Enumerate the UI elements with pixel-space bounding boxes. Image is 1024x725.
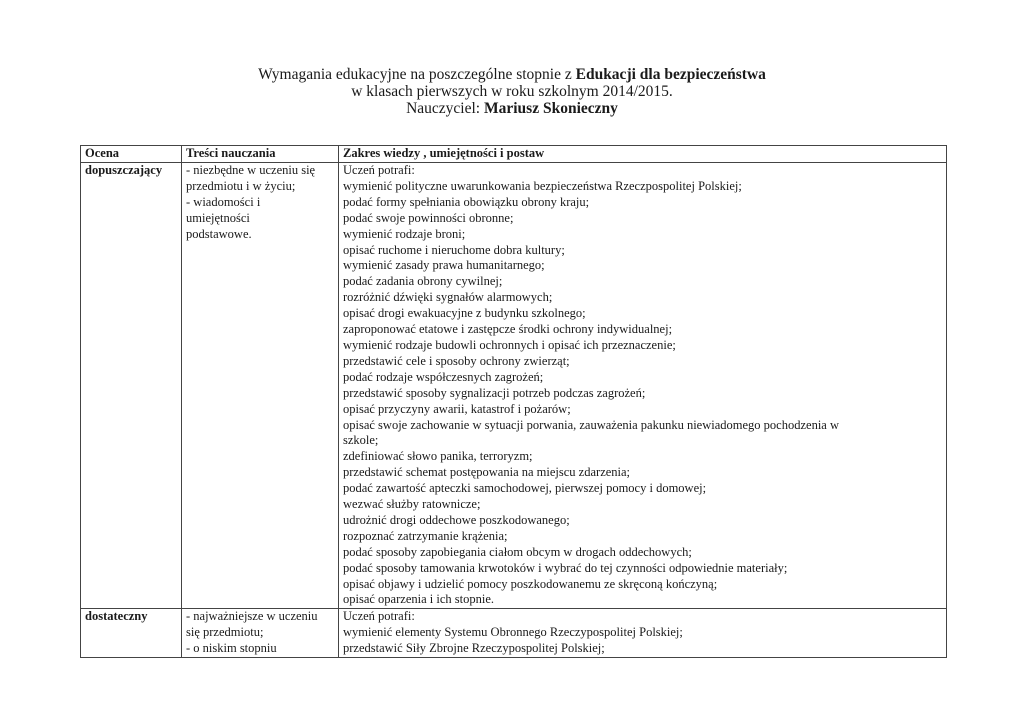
scope-line: zaproponować etatowe i zastępcze środki ochrony indywidualnej; — [343, 322, 673, 337]
table-row — [81, 163, 947, 609]
scope-line: Uczeń potrafi: — [343, 163, 415, 177]
scope-line: podać zadania obrony cywilnej; — [343, 274, 503, 289]
scope-line: podać rodzaje współczesnych zagrożeń; — [343, 369, 544, 384]
table-row — [81, 609, 947, 658]
title-line-2: w klasach pierwszych w roku szkolnym 2014/2015. — [351, 83, 673, 100]
scope-line: Uczeń potrafi: — [343, 609, 415, 624]
column-header-content: Treści nauczania — [182, 146, 339, 163]
scope-line: przedstawić Siły Zbrojne Rzeczypospolitej Polskiej; — [343, 641, 605, 656]
scope-line: wymienić zasady prawa humanitarnego; — [343, 258, 545, 273]
scope-line: szkole; — [343, 433, 379, 448]
scope-line: rozróżnić dźwięki sygnałów alarmowych; — [343, 290, 553, 305]
scope-line: podać formy spełniania obowiązku obrony kraju; — [343, 194, 590, 209]
content-line: - niezbędne w uczeniu się — [186, 163, 316, 177]
scope-line: opisać oparzenia i ich stopnie. — [343, 592, 494, 607]
scope-line: podać sposoby zapobiegania ciałom obcym w drogach oddechowych; — [343, 544, 692, 559]
scope-line: wymienić rodzaje broni; — [343, 226, 466, 241]
content-line: podstawowe. — [186, 226, 252, 241]
scope-cell — [339, 163, 947, 609]
scope-line: przedstawić schemat postępowania na miejscu zdarzenia; — [343, 465, 631, 480]
scope-line: udrożnić drogi oddechowe poszkodowanego; — [343, 512, 570, 527]
requirements-table — [80, 145, 947, 658]
content-line: się przedmiotu; — [186, 625, 264, 640]
teacher-label: Nauczyciel: — [406, 100, 484, 117]
scope-line: opisać objawy i udzielić pomocy poszkodowanemu ze skręconą kończyną; — [343, 576, 718, 591]
scope-line: opisać swoje zachowanie w sytuacji porwania, zauważenia pakunku niewiadomego pochodzenia w — [343, 417, 839, 432]
grade-cell: dopuszczający — [81, 163, 182, 609]
scope-line: podać zawartość apteczki samochodowej, pierwszej pomocy i domowej; — [343, 481, 707, 496]
table-header-row — [81, 146, 947, 163]
scope-line: podać swoje powinności obronne; — [343, 210, 514, 225]
content-line: - o niskim stopniu — [186, 641, 277, 656]
content-line: - najważniejsze w uczeniu — [186, 609, 318, 624]
column-header-scope: Zakres wiedzy , umiejętności i postaw — [339, 146, 947, 163]
content-line: przedmiotu i w życiu; — [186, 178, 296, 193]
title-prefix: Wymagania edukacyjne na poszczególne stopnie z — [258, 66, 576, 83]
scope-line: przedstawić cele i sposoby ochrony zwierząt; — [343, 353, 570, 368]
scope-line: rozpoznać zatrzymanie krążenia; — [343, 528, 508, 543]
scope-line: wezwać służby ratownicze; — [343, 497, 481, 512]
content-line: umiejętności — [186, 210, 250, 225]
grade-cell: dostateczny — [81, 609, 182, 658]
scope-line: opisać ruchome i nieruchome dobra kultury; — [343, 242, 565, 257]
scope-cell — [339, 609, 947, 658]
content-cell — [182, 609, 339, 658]
scope-line: wymienić elementy Systemu Obronnego Rzeczypospolitej Polskiej; — [343, 625, 683, 640]
scope-line: zdefiniować słowo panika, terroryzm; — [343, 449, 533, 464]
title-line-1 — [0, 66, 1024, 83]
content-cell — [182, 163, 339, 609]
column-header-grade: Ocena — [81, 146, 182, 163]
teacher-line — [0, 100, 1024, 117]
document-header — [0, 66, 1024, 117]
content-line: - wiadomości i — [186, 194, 261, 209]
scope-line: przedstawić sposoby sygnalizacji potrzeb podczas zagrożeń; — [343, 385, 646, 400]
scope-line: opisać przyczyny awarii, katastrof i pożarów; — [343, 401, 571, 416]
scope-line: opisać drogi ewakuacyjne z budynku szkolnego; — [343, 306, 586, 321]
teacher-name: Mariusz Skonieczny — [483, 100, 618, 117]
scope-line: wymienić rodzaje budowli ochronnych i opisać ich przeznaczenie; — [343, 337, 676, 352]
scope-line: wymienić polityczne uwarunkowania bezpieczeństwa Rzeczpospolitej Polskiej; — [343, 178, 742, 193]
subject-name: Edukacji dla bezpieczeństwa — [575, 66, 766, 83]
scope-line: podać sposoby tamowania krwotoków i wybrać do tej czynności odpowiednie materiały; — [343, 560, 788, 575]
